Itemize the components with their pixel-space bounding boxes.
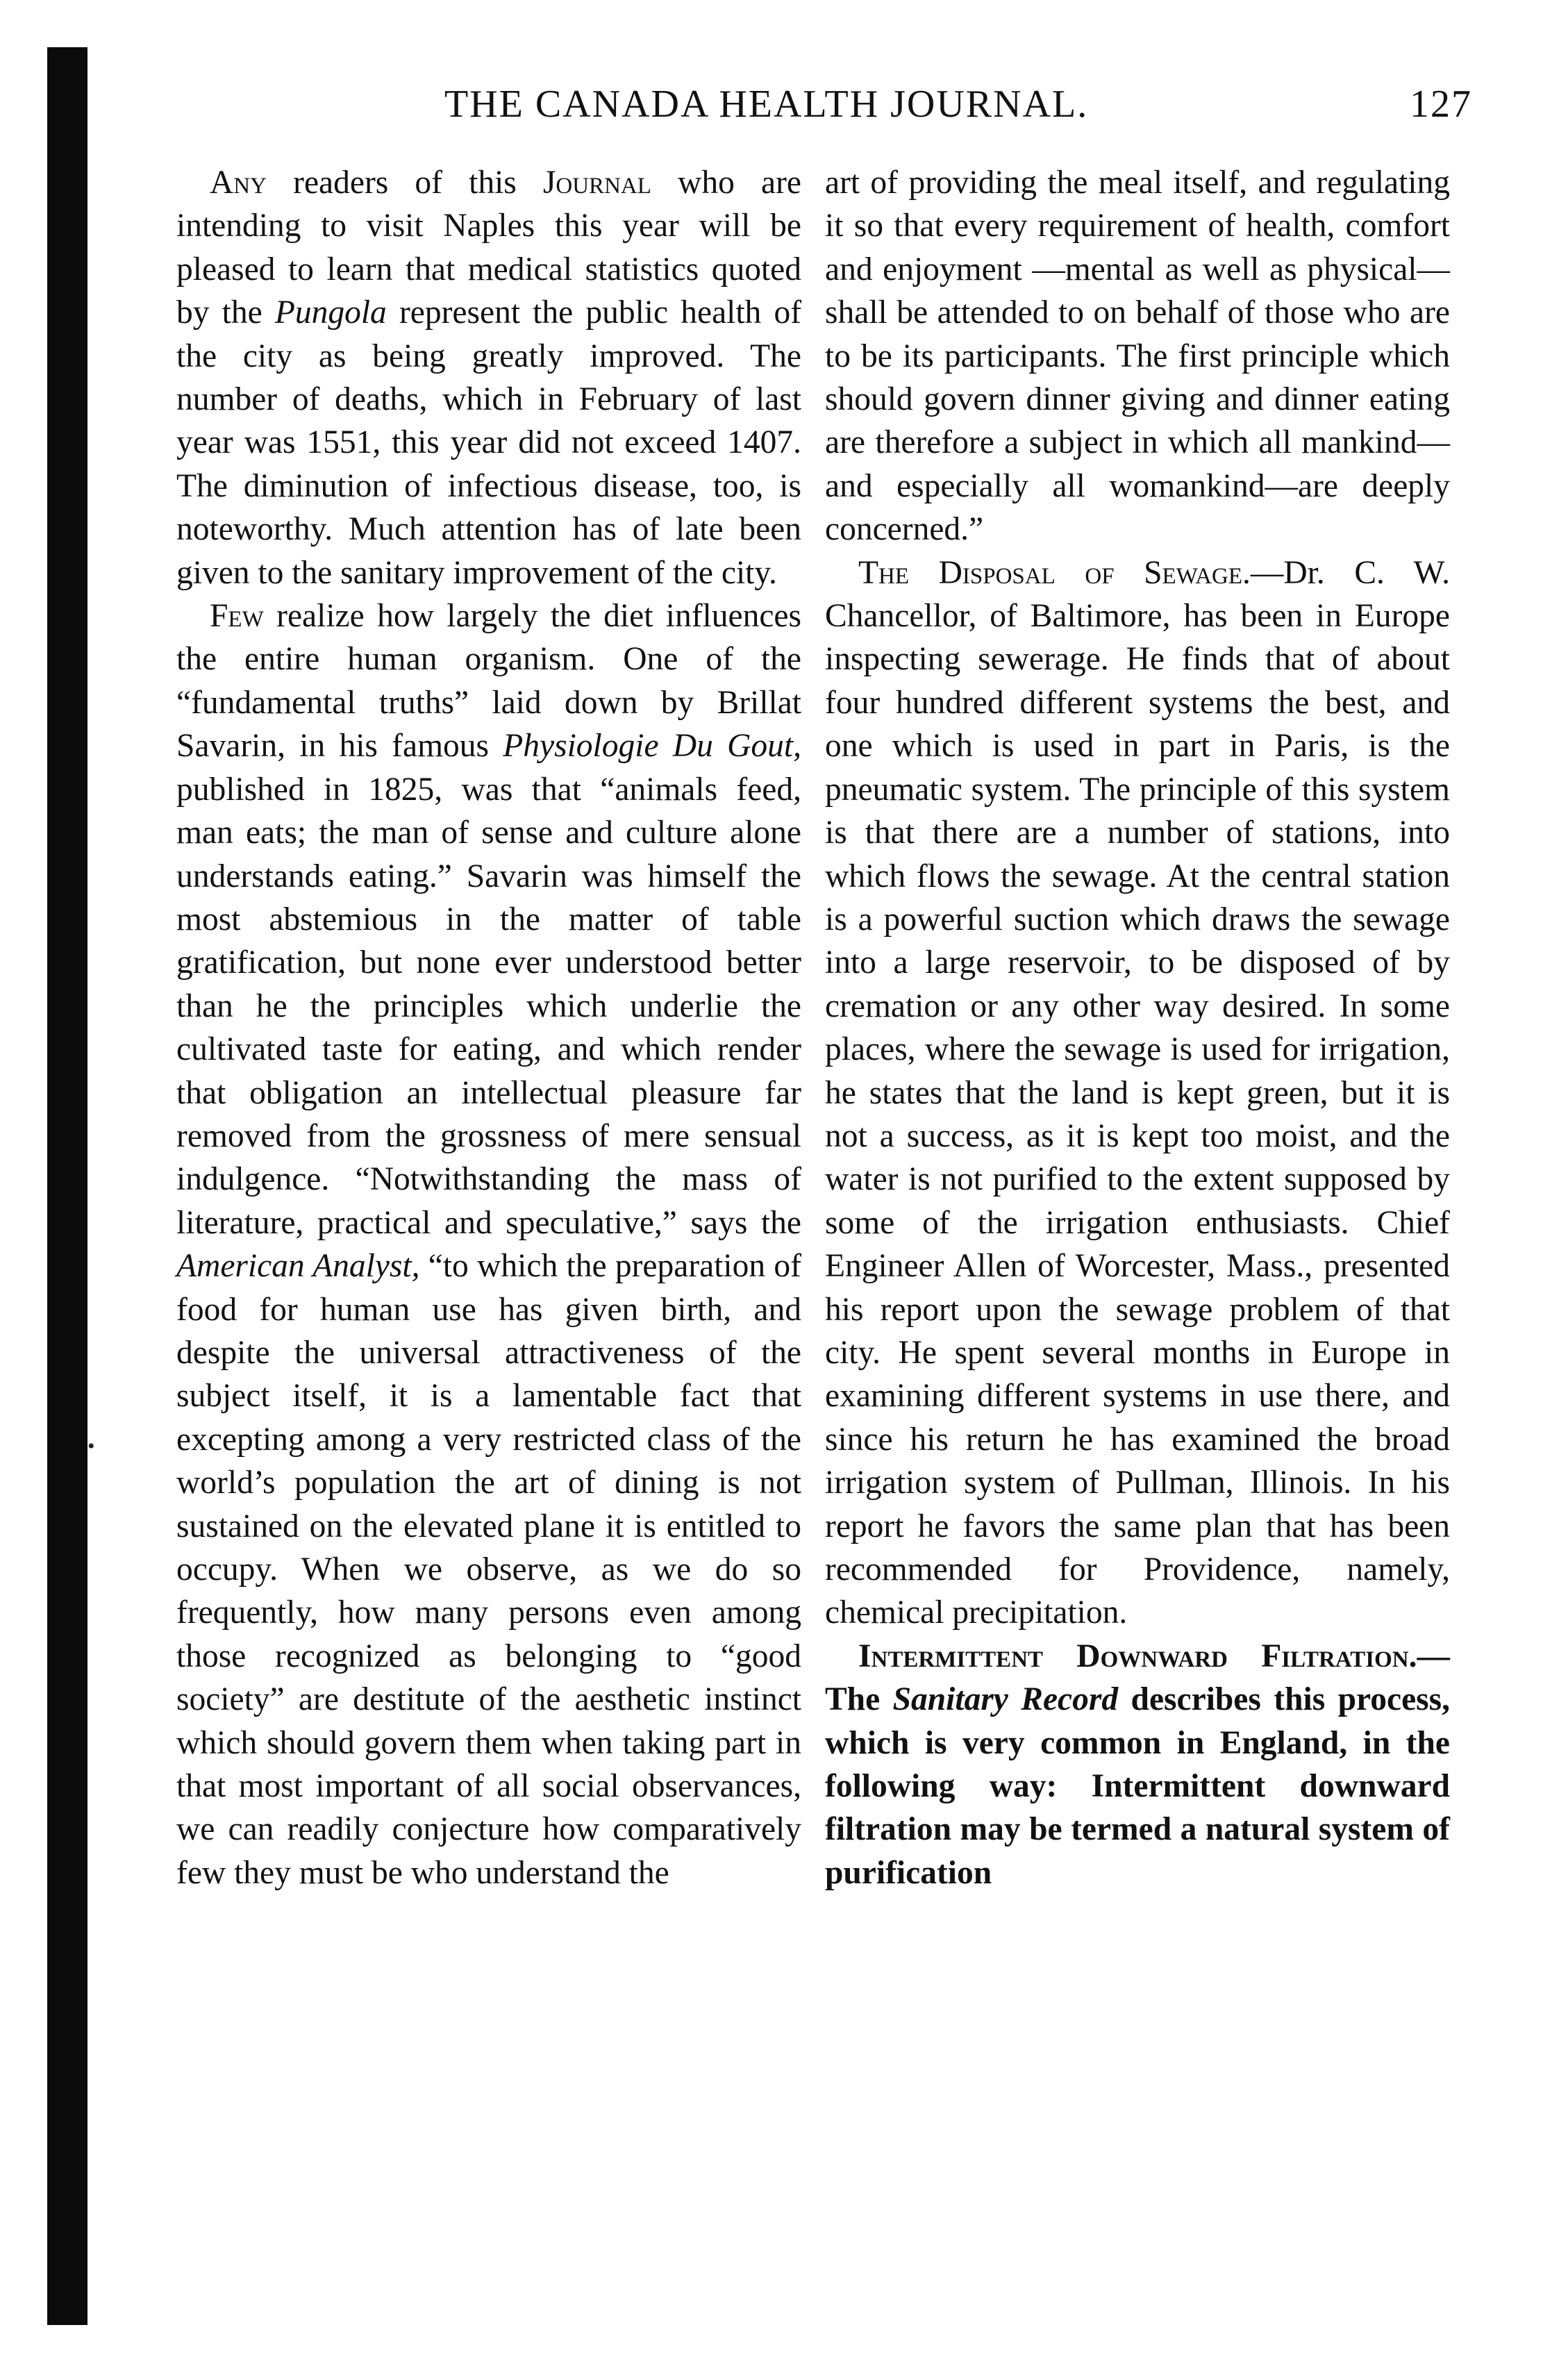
paragraph-diet: Few realize how largely the diet influences the entire human organism. One of the “fundamental truths” laid down by Brillat Savarin, in his famous Physiologie Du Gout, published in 1825, was that “animals feed, man eats; the man of sense and culture alone understands eating.” Savarin was himself the most abstemious in the matter of table gratification, but none ever understood better than he the principles which underlie the cultivated taste for eating, and which render that obligation an intellectual pleasure far removed from the grossness of mere sensual indulgence. “Notwithstanding the mass of literature, practical and speculative,” says the American Analyst, “to which the preparation of food for human use has given birth, and despite the universal attractiveness of the subject itself, it is a lamentable fact that excepting among a very restricted class of the world’s population the art of dining is not sustained on the elevated plane it is entitled to occupy. When we observe, as we do so frequently, how many persons even among those recognized as belonging to “good society” are destitute of the aesthetic instinct which should govern them when taking part in that most important of all social observances, we can readily conjecture how comparatively few they must be who understand the	[176, 598, 802, 1891]
paragraph-continuation: art of providing the meal itself, and regulating it so that every requirement of health, comfort and enjoyment —mental as well as physical—shall be attended to on behalf of those who are to be its participants. The first principle which should govern dinner giving and dinner eating are therefore a subject in which all mankind—and especially all womankind—are deeply concerned.”	[825, 165, 1450, 548]
publication-title: Pungola	[274, 294, 387, 331]
journal-title: THE CANADA HEALTH JOURNAL.	[444, 83, 1089, 126]
publication-title: Sanitary Record	[892, 1681, 1119, 1718]
page-number: 127	[1410, 83, 1472, 126]
paragraph-filtration: Intermittent Downward Filtration.—The Sanitary Record describes this process, which is very common in England, in the following way: Intermittent downward filtration may be termed a natural system of purification	[825, 1638, 1451, 1891]
lead-word: Any	[210, 165, 267, 201]
right-column	[825, 161, 1450, 1894]
page-binding-edge	[47, 47, 87, 2325]
section-heading: The Disposal of Sewage.	[858, 554, 1251, 591]
lead-word: Few	[210, 598, 264, 635]
running-header	[444, 82, 1472, 138]
publication-title: American Analyst,	[176, 1248, 420, 1285]
paragraph-naples: Any readers of this Journal who are intending to visit Naples this year will be pleased to learn that medical statistics quoted by the Pungola represent the public health of the city as being greatly improved. The number of deaths, which in February of last year was 1551, this year did not exceed 1407. The diminution of infectious disease, too, is noteworthy. Much attention has of late been given to the sanitary improvement of the city.	[176, 165, 802, 591]
paragraph-sewage: The Disposal of Sewage.—Dr. C. W. Chancellor, of Baltimore, has been in Europe inspecting sewerage. He finds that of about four hundred different systems the best, and one which is used in part in Paris, is the pneumatic system. The principle of this system is that there are a number of stations, into which flows the sewage. At the central station is a powerful suction which draws the sewage into a large reservoir, to be disposed of by cremation or any other way desired. In some places, where the sewage is used for irrigation, he states that the land is kept green, but it is not a success, as it is kept too moist, and the water is not purified to the extent supposed by some of the irrigation enthusiasts. Chief Engineer Allen of Worcester, Mass., presented his report upon the sewage problem of that city. He spent several months in Europe in examining different systems in use there, and since his return he has examined the broad irrigation system of Pullman, Illinois. In his report he favors the same plan that has been recommended for Providence, namely, chemical precipitation.	[825, 554, 1451, 1631]
section-heading: Intermittent Downward Filtration.	[858, 1638, 1417, 1674]
binding-mark: •	[87, 1435, 95, 1458]
left-column	[176, 161, 801, 1894]
journal-name: Journal	[542, 165, 651, 201]
book-title: Physiologie Du Gout,	[503, 728, 802, 765]
